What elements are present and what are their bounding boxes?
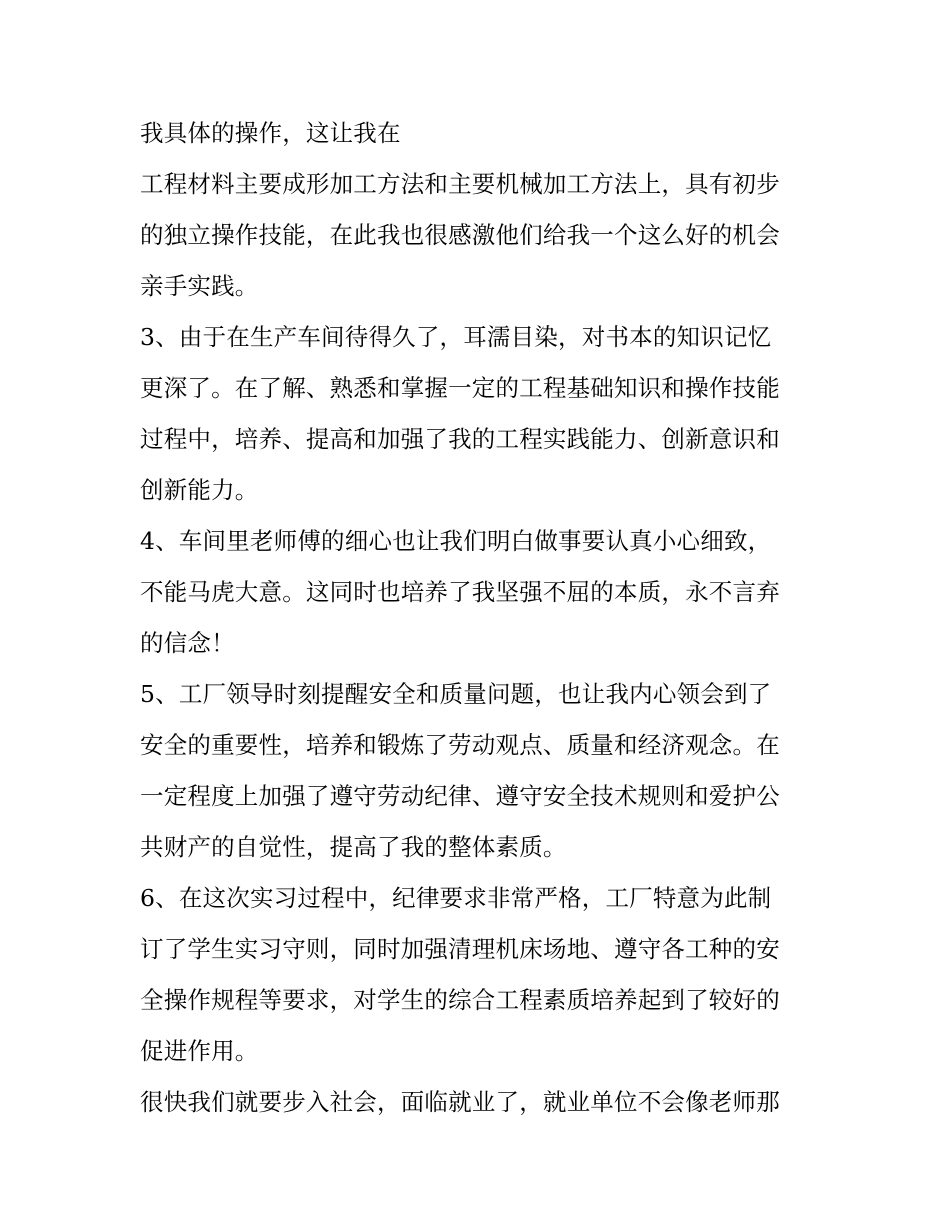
text-line: 创新能力。: [140, 476, 259, 504]
text-line: 的独立操作技能，在此我也很感激他们给我一个这么好的机会: [140, 221, 780, 249]
text-line: 我具体的操作，这让我在: [140, 119, 401, 147]
text-line: 全操作规程等要求，对学生的综合工程素质培养起到了较好的: [140, 986, 780, 1014]
text-line: 更深了。在了解、熟悉和掌握一定的工程基础知识和操作技能: [140, 374, 780, 402]
text-line: 3、由于在生产车间待得久了，耳濡目染，对书本的知识记忆: [140, 323, 772, 351]
text-line: 工程材料主要成形加工方法和主要机械加工方法上，具有初步: [140, 170, 780, 198]
text-line: 安全的重要性，培养和锻炼了劳动观点、质量和经济观念。在: [140, 731, 780, 759]
text-line: 共财产的自觉性，提高了我的整体素质。: [140, 833, 567, 861]
text-line: 4、车间里老师傅的细心也让我们明白做事要认真小心细致，: [140, 527, 772, 555]
text-line: 促进作用。: [140, 1037, 259, 1065]
text-line: 过程中，培养、提高和加强了我的工程实践能力、创新意识和: [140, 425, 780, 453]
text-line: 很快我们就要步入社会，面临就业了，就业单位不会像老师那: [140, 1088, 780, 1116]
text-line: 一定程度上加强了遵守劳动纪律、遵守安全技术规则和爱护公: [140, 782, 780, 810]
document-body: [140, 108, 830, 1128]
text-line: 的信念！: [140, 629, 235, 657]
text-line: 订了学生实习守则，同时加强清理机床场地、遵守各工种的安: [140, 935, 780, 963]
text-line: 6、在这次实习过程中，纪律要求非常严格，工厂特意为此制: [140, 884, 772, 912]
text-line: 不能马虎大意。这同时也培养了我坚强不屈的本质，永不言弃: [140, 578, 780, 606]
text-line: 5、工厂领导时刻提醒安全和质量问题，也让我内心领会到了: [140, 680, 772, 708]
text-line: 亲手实践。: [140, 272, 259, 300]
